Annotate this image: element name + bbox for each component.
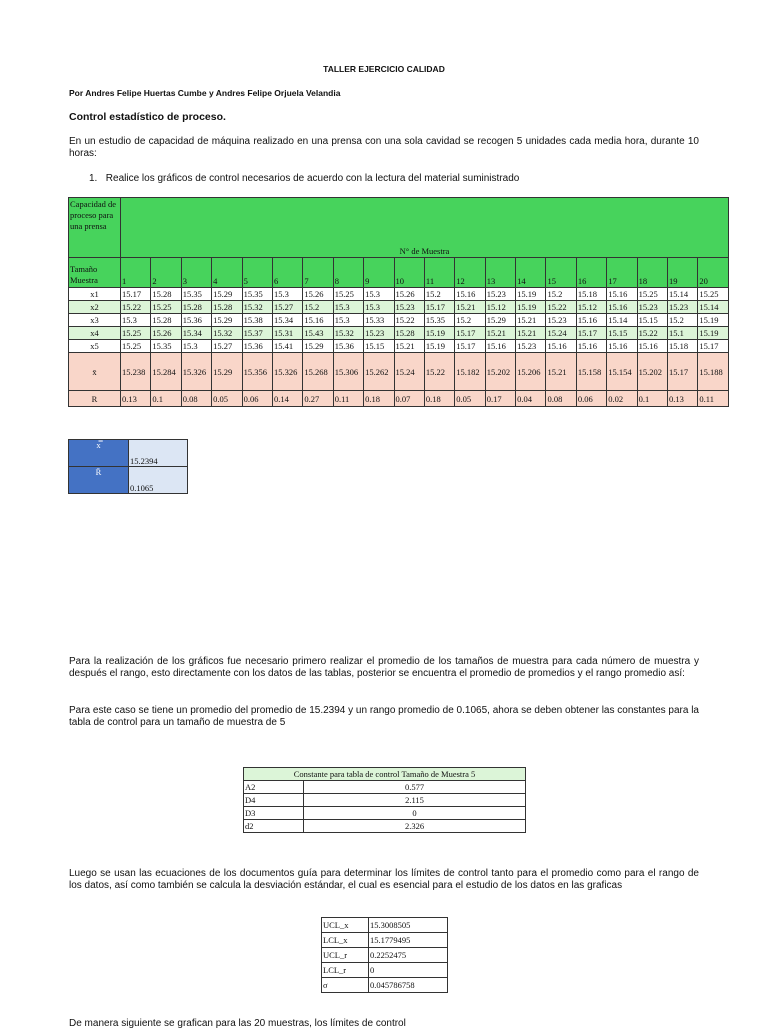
table-cell: 15.19 [698,314,729,327]
table-cell: 15.28 [212,301,242,314]
xbar-cell: 15.268 [303,353,333,391]
table-cell: 15.41 [272,340,302,353]
sample-number: 17 [607,258,637,288]
constants-row [244,820,526,833]
constant-value: 2.326 [304,820,526,833]
table-row [69,327,729,340]
table-row [69,340,729,353]
table-cell: 15.27 [212,340,242,353]
table-cell: 15.43 [303,327,333,340]
sample-number: 19 [668,258,698,288]
table-cell: 15.16 [485,340,515,353]
limit-name: UCL_r [322,948,369,963]
range-cell: 0.11 [698,391,729,407]
table-cell: 15.21 [455,301,485,314]
table-row [69,301,729,314]
table-cell: 15.16 [546,340,576,353]
constants-paragraph: Para este caso se tiene un promedio del promedio de 15.2394 y un rango promedio de 0.1065, ahora se deben obtener las constantes para la tabla de control para un tamaño de muestra de 5 [69,705,699,728]
limit-value: 0.2252475 [369,948,448,963]
range-label: R [69,391,121,407]
table-cell: 15.35 [242,288,272,301]
xbar-cell: 15.21 [546,353,576,391]
explanation-paragraph: Para la realización de los gráficos fue necesario primero realizar el promedio de los tamaños de muestra para cada número de muestra y después el rango, esto directamente con los datos de las tablas, posterior se encuentra el promedio de promedios y el rango promedio así: [69,656,699,679]
table-cell: 15.21 [516,327,546,340]
range-cell: 0.1 [151,391,181,407]
rbar-row [69,467,188,494]
range-cell: 0.13 [121,391,151,407]
table-cell: 15.21 [394,340,424,353]
table-cell: 15.32 [212,327,242,340]
sample-number: 16 [576,258,606,288]
section-heading: Control estadístico de proceso. [69,111,226,123]
sample-number: 12 [455,258,485,288]
table-cell: 15.23 [668,301,698,314]
row-label: x3 [69,314,121,327]
sample-number: 4 [212,258,242,288]
xbar-cell: 15.202 [485,353,515,391]
limits-paragraph: Luego se usan las ecuaciones de los documentos guía para determinar los límites de control tanto para el promedio como para el rango de los datos, así como también se calcula la desviación estándar, el cual es esencial para el estudio de los datos en las graficas [69,868,699,891]
xbar-cell: 15.22 [424,353,454,391]
range-cell: 0.06 [576,391,606,407]
table-cell: 15.36 [181,314,211,327]
xbar-cell: 15.182 [455,353,485,391]
table-cell: 15.2 [303,301,333,314]
summary-table [68,439,188,494]
row-label: x1 [69,288,121,301]
process-capability-table [68,197,729,407]
table-cell: 15.17 [455,340,485,353]
range-cell: 0.13 [668,391,698,407]
xbar-cell: 15.356 [242,353,272,391]
limit-value: 0.045786758 [369,978,448,993]
constant-value: 0 [304,807,526,820]
table-cell: 15.35 [424,314,454,327]
table-cell: 15.32 [242,301,272,314]
constant-name: D4 [244,794,304,807]
table-cell: 15.38 [242,314,272,327]
sample-number: 3 [181,258,211,288]
xbar-cell: 15.326 [272,353,302,391]
table-cell: 15.15 [637,314,667,327]
table-cell: 15.34 [272,314,302,327]
sample-number: 2 [151,258,181,288]
table-cell: 15.37 [242,327,272,340]
limits-row [322,963,448,978]
table-cell: 15.29 [303,340,333,353]
table-cell: 15.31 [272,327,302,340]
table-cell: 15.32 [333,327,363,340]
sample-number: 11 [424,258,454,288]
size-label: Tamaño Muestra [69,258,121,288]
table-cell: 15.26 [303,288,333,301]
limit-name: UCL_x [322,918,369,933]
table-cell: 15.28 [151,314,181,327]
table-cell: 15.12 [576,301,606,314]
range-cell: 0.08 [546,391,576,407]
table-cell: 15.3 [333,301,363,314]
table-cell: 15.36 [242,340,272,353]
constants-header-row [244,768,526,781]
xbar-cell: 15.284 [151,353,181,391]
range-cell: 0.05 [455,391,485,407]
table-cell: 15.29 [212,314,242,327]
table-cell: 15.19 [698,327,729,340]
table-cell: 15.14 [668,288,698,301]
table-cell: 15.33 [364,314,394,327]
constants-row [244,807,526,820]
range-row [69,391,729,407]
xbar-cell: 15.202 [637,353,667,391]
control-limits-table [321,917,448,993]
table-cell: 15.23 [364,327,394,340]
document-title: TALLER EJERCICIO CALIDAD [323,64,445,74]
range-cell: 0.17 [485,391,515,407]
list-item-number: 1. [89,173,98,184]
xbarbar-label: x̿ [69,440,129,467]
table-cell: 15.17 [121,288,151,301]
table-cell: 15.19 [516,288,546,301]
xbar-cell: 15.206 [516,353,546,391]
range-cell: 0.06 [242,391,272,407]
table-row [69,288,729,301]
range-cell: 0.02 [607,391,637,407]
table-cell: 15.22 [637,327,667,340]
table-cell: 15.16 [576,314,606,327]
constant-name: A2 [244,781,304,794]
list-item [89,173,519,184]
table-cell: 15.14 [607,314,637,327]
table-cell: 15.16 [303,314,333,327]
table-cell: 15.18 [576,288,606,301]
authors-line: Por Andres Felipe Huertas Cumbe y Andres Felipe Orjuela Velandia [69,88,341,98]
constants-row [244,794,526,807]
table-cell: 15.23 [546,314,576,327]
table-cell: 15.27 [272,301,302,314]
table-cell: 15.23 [485,288,515,301]
table-cell: 15.15 [607,327,637,340]
constant-value: 2.115 [304,794,526,807]
table-cell: 15.25 [698,288,729,301]
sample-number: 6 [272,258,302,288]
sample-number: 10 [394,258,424,288]
xbar-cell: 15.188 [698,353,729,391]
table-cell: 15.16 [607,288,637,301]
constants-header: Constante para tabla de control Tamaño de Muestra 5 [244,768,526,781]
table-cell: 15.22 [546,301,576,314]
table-cell: 15.19 [516,301,546,314]
sample-number: 8 [333,258,363,288]
range-cell: 0.05 [212,391,242,407]
xbar-cell: 15.262 [364,353,394,391]
limits-row [322,978,448,993]
xbar-cell: 15.154 [607,353,637,391]
xbar-label: x̄ [69,353,121,391]
table-cell: 15.17 [698,340,729,353]
table-cell: 15.23 [516,340,546,353]
constant-name: d2 [244,820,304,833]
constant-name: D3 [244,807,304,820]
table-cell: 15.17 [455,327,485,340]
table-row [69,314,729,327]
table-cell: 15.17 [424,301,454,314]
range-cell: 0.08 [181,391,211,407]
sample-number: 1 [121,258,151,288]
bottom-paragraph: De manera siguiente se grafican para las 20 muestras, los límites de control [69,1018,406,1029]
table-cell: 15.17 [576,327,606,340]
range-cell: 0.11 [333,391,363,407]
table-cell: 15.3 [121,314,151,327]
rbar-label: R̄ [69,467,129,494]
table-cell: 15.3 [364,301,394,314]
table-cell: 15.36 [333,340,363,353]
rbar-value: 0.1065 [129,467,188,494]
table-cell: 15.15 [364,340,394,353]
table-cell: 15.24 [546,327,576,340]
sample-number: 18 [637,258,667,288]
table-cell: 15.16 [576,340,606,353]
table-cell: 15.23 [637,301,667,314]
table-cell: 15.35 [151,340,181,353]
header-row [69,198,729,258]
sample-number: 15 [546,258,576,288]
table-cell: 15.28 [394,327,424,340]
limit-name: σ [322,978,369,993]
constant-value: 0.577 [304,781,526,794]
table-cell: 15.26 [394,288,424,301]
range-cell: 0.1 [637,391,667,407]
xbar-cell: 15.158 [576,353,606,391]
table-cell: 15.16 [607,301,637,314]
range-cell: 0.14 [272,391,302,407]
sample-number: 9 [364,258,394,288]
table-cell: 15.25 [151,301,181,314]
row-label: x5 [69,340,121,353]
list-item-text: Realice los gráficos de control necesarios de acuerdo con la lectura del material suministrado [105,173,520,184]
table-cell: 15.1 [668,327,698,340]
table-cell: 15.25 [637,288,667,301]
xbar-cell: 15.24 [394,353,424,391]
table-cell: 15.25 [121,340,151,353]
constants-row [244,781,526,794]
sample-number: 5 [242,258,272,288]
range-cell: 0.04 [516,391,546,407]
xbar-cell: 15.29 [212,353,242,391]
table-cell: 15.23 [394,301,424,314]
table-cell: 15.22 [394,314,424,327]
table-cell: 15.16 [637,340,667,353]
table-cell: 15.26 [151,327,181,340]
sample-number: 20 [698,258,729,288]
limits-row [322,948,448,963]
range-cell: 0.07 [394,391,424,407]
table-cell: 15.18 [668,340,698,353]
table-cell: 15.34 [181,327,211,340]
table-cell: 15.12 [485,301,515,314]
table-cell: 15.3 [364,288,394,301]
table-cell: 15.16 [455,288,485,301]
table-cell: 15.19 [424,340,454,353]
xbar-row [69,353,729,391]
table-cell: 15.28 [151,288,181,301]
row-label: x2 [69,301,121,314]
table-cell: 15.2 [668,314,698,327]
sample-number: 14 [516,258,546,288]
table-cell: 15.19 [424,327,454,340]
sample-number: 7 [303,258,333,288]
table-cell: 15.16 [607,340,637,353]
xbar-cell: 15.17 [668,353,698,391]
constants-table [243,767,526,833]
limit-value: 15.3008505 [369,918,448,933]
xbarbar-row [69,440,188,467]
table-cell: 15.14 [698,301,729,314]
table-cell: 15.22 [121,301,151,314]
limit-name: LCL_x [322,933,369,948]
table-cell: 15.2 [546,288,576,301]
table-cell: 15.2 [424,288,454,301]
table-cell: 15.35 [181,288,211,301]
table-cell: 15.28 [181,301,211,314]
range-cell: 0.18 [424,391,454,407]
muestra-header: N° de Muestra [121,198,729,258]
table-cell: 15.29 [485,314,515,327]
limit-value: 0 [369,963,448,978]
xbar-cell: 15.326 [181,353,211,391]
table-cell: 15.25 [121,327,151,340]
limits-row [322,933,448,948]
limit-value: 15.1779495 [369,933,448,948]
range-cell: 0.18 [364,391,394,407]
row-label: x4 [69,327,121,340]
table-cell: 15.3 [181,340,211,353]
limit-name: LCL_r [322,963,369,978]
limits-row [322,918,448,933]
sample-number-row [69,258,729,288]
xbarbar-value: 15.2394 [129,440,188,467]
table-cell: 15.29 [212,288,242,301]
table-cell: 15.2 [455,314,485,327]
table-cell: 15.3 [333,314,363,327]
xbar-cell: 15.238 [121,353,151,391]
range-cell: 0.27 [303,391,333,407]
xbar-cell: 15.306 [333,353,363,391]
table-cell: 15.25 [333,288,363,301]
table-cell: 15.3 [272,288,302,301]
table-cell: 15.21 [485,327,515,340]
corner-label: Capacidad de proceso para una prensa [69,198,121,258]
table-cell: 15.21 [516,314,546,327]
intro-paragraph: En un estudio de capacidad de máquina realizado en una prensa con una sola cavidad se recogen 5 unidades cada media hora, durante 10 horas: [69,136,699,159]
sample-number: 13 [485,258,515,288]
